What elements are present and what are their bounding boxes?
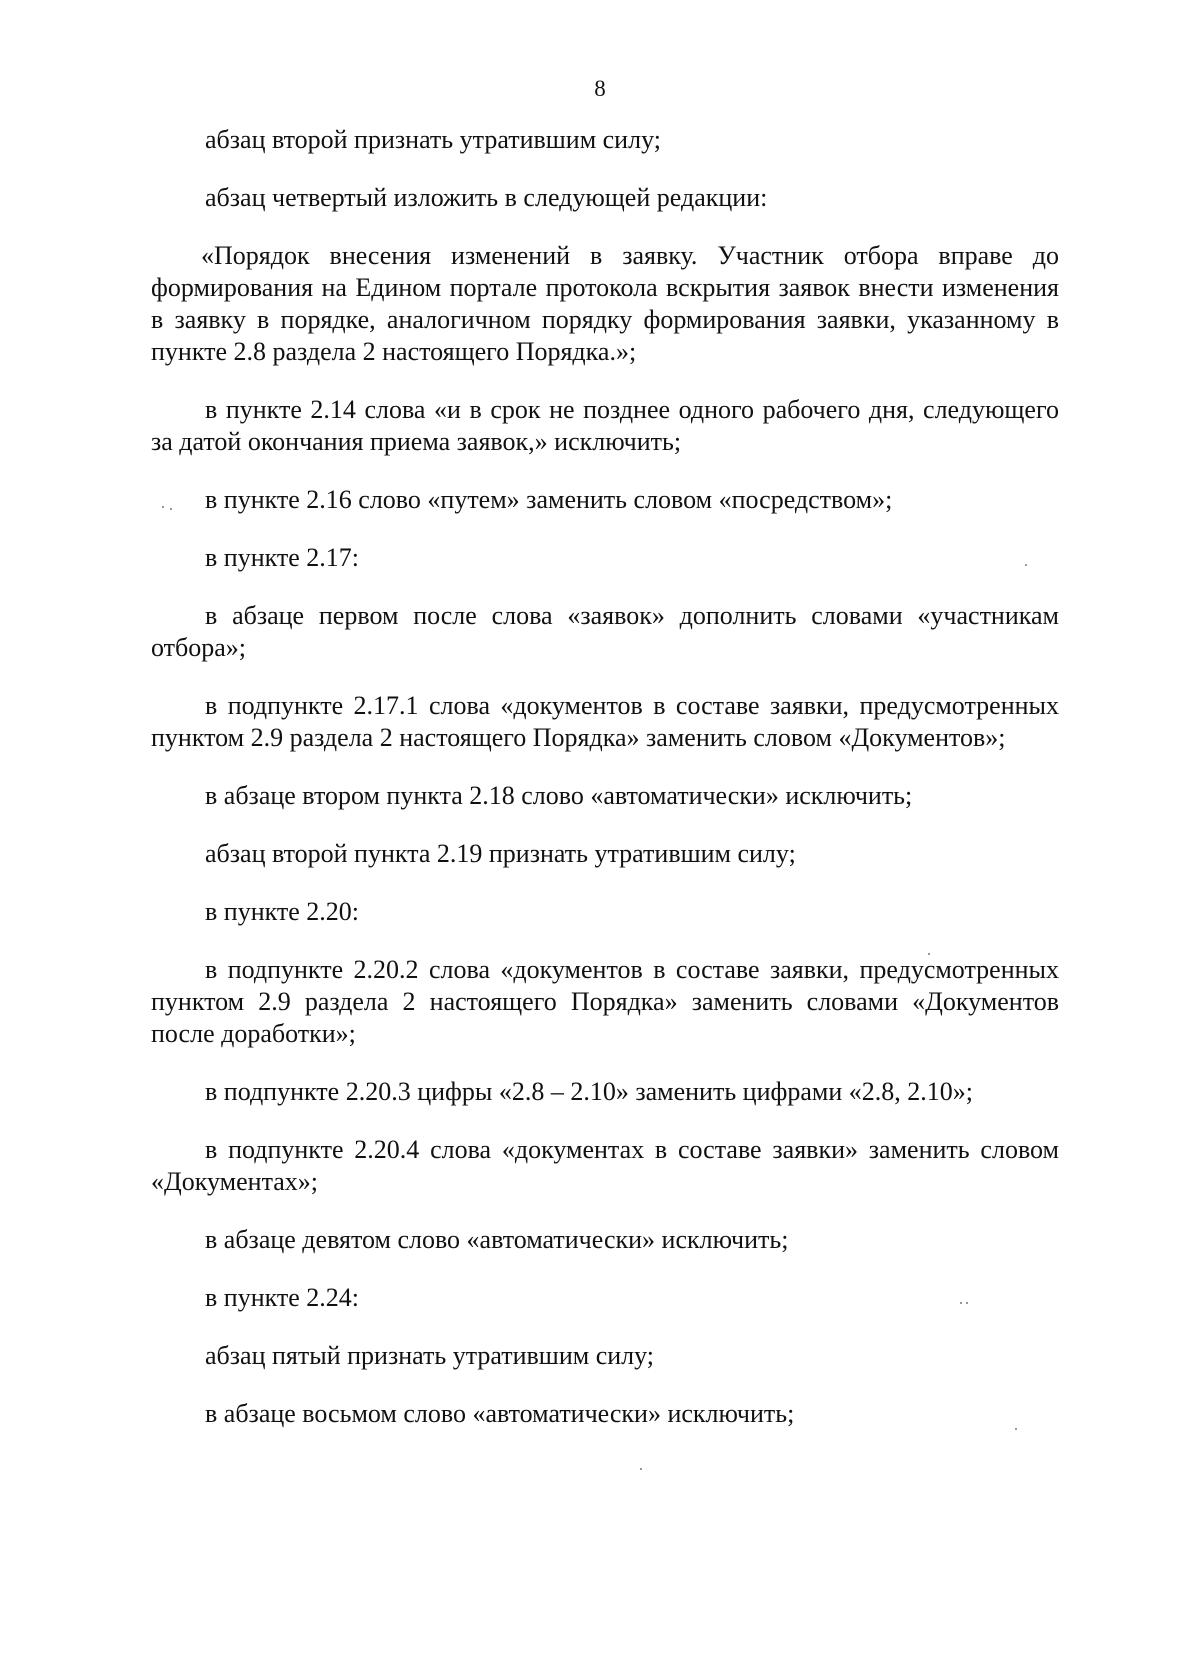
paragraph-16: в пункте 2.24: <box>205 1283 360 1312</box>
paragraph-12: в подпункте 2.20.2 слова «документов в составе заявки, предусмотренных пунктом 2.9 раздела 2 настоящего Порядка» заменить словами «Документов после доработки»; <box>151 955 1059 1048</box>
paragraph-13: в подпункте 2.20.3 цифры «2.8 – 2.10» заменить цифрами «2.8, 2.10»; <box>205 1077 973 1106</box>
paragraph-2: абзац четвертый изложить в следующей редакции: <box>205 183 768 212</box>
scan-speck <box>966 1302 968 1304</box>
paragraph-4: в пункте 2.14 слова «и в срок не позднее одного рабочего дня, следующего за датой окончания приема заявок,» исключить; <box>151 395 1059 456</box>
scan-speck <box>928 953 930 955</box>
scan-speck <box>170 508 172 510</box>
paragraph-10: абзац второй пункта 2.19 признать утратившим силу; <box>205 839 796 868</box>
document-body <box>151 124 1059 1456</box>
scan-speck <box>640 1468 642 1470</box>
scan-speck <box>1015 1428 1017 1430</box>
scan-speck <box>1025 564 1027 566</box>
paragraph-1: абзац второй признать утратившим силу; <box>205 125 661 154</box>
page-number: 8 <box>594 76 606 101</box>
paragraph-8: в подпункте 2.17.1 слова «документов в составе заявки, предусмотренных пунктом 2.9 раздела 2 настоящего Порядка» заменить словом «Документов»; <box>151 691 1059 752</box>
paragraph-6: в пункте 2.17: <box>205 543 360 572</box>
scan-speck <box>960 1302 962 1304</box>
paragraph-14: в подпункте 2.20.4 слова «документах в составе заявки» заменить словом «Документах»; <box>151 1135 1059 1196</box>
paragraph-7: в абзаце первом после слова «заявок» дополнить словами «участникам отбора»; <box>151 601 1059 662</box>
scan-speck <box>162 506 164 508</box>
paragraph-3: «Порядок внесения изменений в заявку. Участник отбора вправе до формирования на Едином портале протокола вскрытия заявок внести изменения в заявку в порядке, аналогичном порядку формирования заявки, указанному в пункте 2.8 раздела 2 настоящего Порядка.»; <box>151 241 1059 366</box>
paragraph-9: в абзаце втором пункта 2.18 слово «автоматически» исключить; <box>205 781 913 810</box>
paragraph-18: в абзаце восьмом слово «автоматически» исключить; <box>205 1399 795 1428</box>
paragraph-15: в абзаце девятом слово «автоматически» исключить; <box>205 1225 789 1254</box>
paragraph-17: абзац пятый признать утратившим силу; <box>205 1341 655 1370</box>
paragraph-5: в пункте 2.16 слово «путем» заменить словом «посредством»; <box>205 485 893 514</box>
paragraph-11: в пункте 2.20: <box>205 897 360 926</box>
